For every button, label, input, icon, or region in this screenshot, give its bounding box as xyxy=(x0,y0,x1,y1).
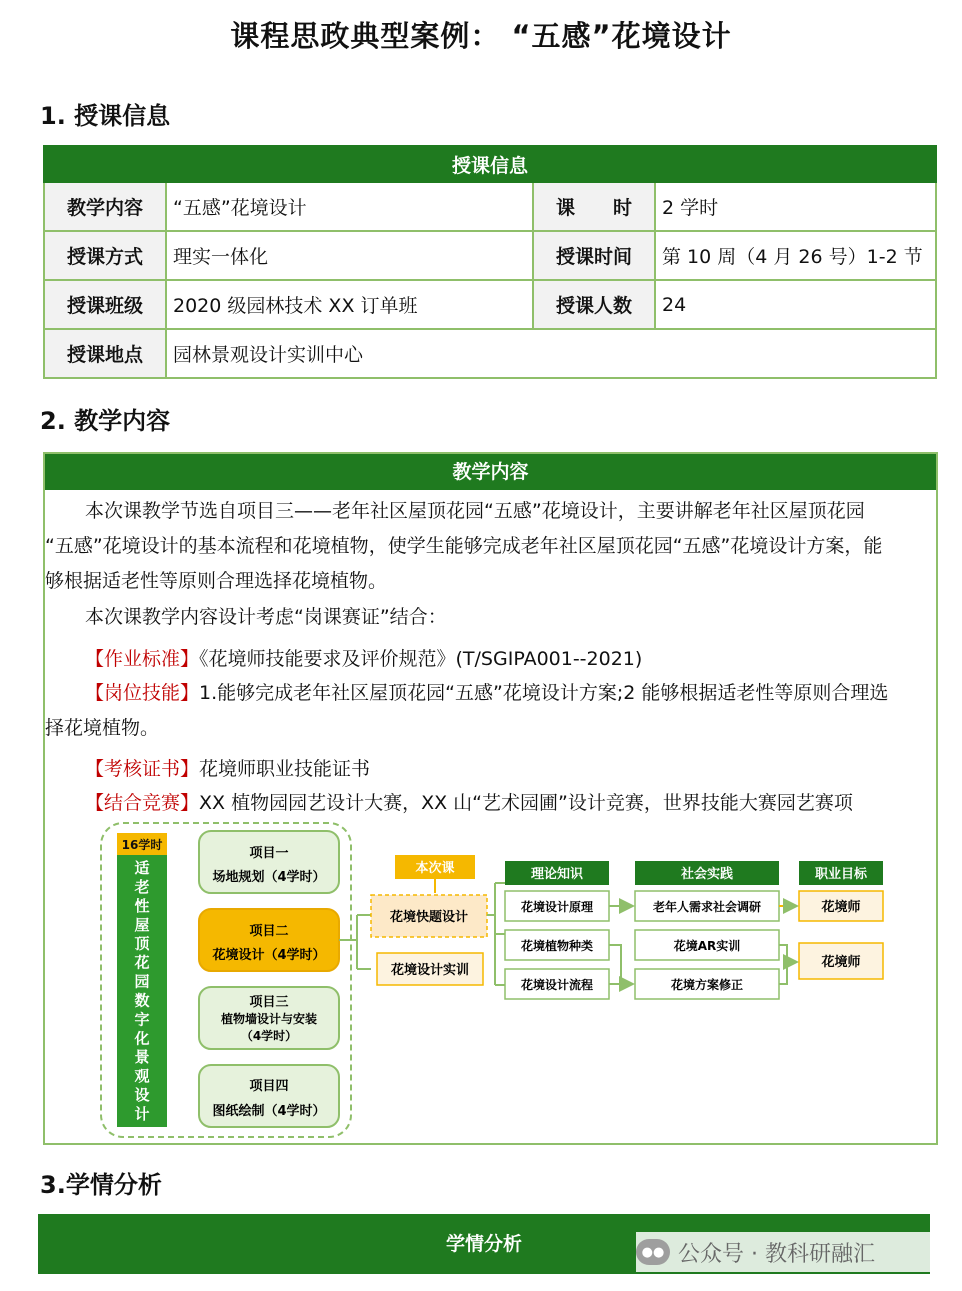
project-name: 项目三 xyxy=(249,995,289,1010)
label-cell: 课 时 xyxy=(533,182,655,231)
certificate-label: 【考核证书】 xyxy=(85,758,200,780)
table-row xyxy=(44,280,936,329)
section-heading-analysis: 3.学情分析 xyxy=(40,1171,162,1199)
vertical-title-char: 老 xyxy=(134,877,150,896)
standard-label: 【作业标准】 xyxy=(85,648,200,670)
section-heading-content: 2. 教学内容 xyxy=(40,407,171,435)
project-name: 项目四 xyxy=(249,1079,289,1094)
watermark xyxy=(636,1232,932,1272)
theory-label: 花境植物种类 xyxy=(520,939,594,953)
hours-label: 16学时 xyxy=(121,838,163,852)
job-skill-line xyxy=(45,676,936,711)
vertical-title-char: 屋 xyxy=(134,915,150,934)
project-desc: 花境设计（4学时） xyxy=(212,948,326,963)
lesson-label: 花境设计实训 xyxy=(390,963,470,978)
standard-text: 《花境师技能要求及评价规范》(T/SGIPA001--2021) xyxy=(199,648,643,670)
column-header-label: 理论知识 xyxy=(530,867,584,882)
column-header-label: 社会实践 xyxy=(680,867,734,882)
value-cell: “五感”花境设计 xyxy=(166,182,533,231)
table-title: 授课信息 xyxy=(44,146,936,182)
standard-line xyxy=(45,642,962,677)
label-cell: 授课人数 xyxy=(533,280,655,329)
practice-label: 老年人需求社会调研 xyxy=(652,900,762,914)
paragraph-line: 够根据适老性等原则合理选择花境植物。 xyxy=(45,570,388,592)
paragraph-line: 择花境植物。 xyxy=(45,717,160,739)
project-desc: 场地规划（4学时） xyxy=(212,870,326,885)
table-row xyxy=(44,329,936,378)
job-skill-label: 【岗位技能】 xyxy=(85,682,200,704)
practice-label: 花境方案修正 xyxy=(670,978,744,992)
label-cell: 授课班级 xyxy=(44,280,166,329)
label-cell: 授课时间 xyxy=(533,231,655,280)
value-cell: 第 10 周（4 月 26 号）1-2 节 xyxy=(655,231,936,280)
vertical-title-char: 设 xyxy=(134,1086,150,1105)
value-cell: 2 学时 xyxy=(655,182,936,231)
project-name: 项目二 xyxy=(249,924,289,939)
vertical-title-char: 数 xyxy=(134,991,150,1010)
current-lesson-label: 本次课 xyxy=(415,861,455,876)
page-title: 课程思政典型案例： “五感”花境设计 xyxy=(230,19,732,53)
certificate-text: 花境师职业技能证书 xyxy=(199,758,371,780)
course-info-table xyxy=(43,145,937,379)
vertical-title-char: 顶 xyxy=(134,934,150,953)
value-cell: 园林景观设计实训中心 xyxy=(166,329,936,378)
label-cell: 授课地点 xyxy=(44,329,166,378)
label-cell: 教学内容 xyxy=(44,182,166,231)
table-row xyxy=(44,182,936,231)
paragraph-line: 本次课教学节选自项目三——老年社区屋顶花园“五感”花境设计，主要讲解老年社区屋顶花园 xyxy=(85,500,865,522)
vertical-title-char: 字 xyxy=(134,1010,150,1029)
table-row xyxy=(44,231,936,280)
certificate-line xyxy=(45,752,962,787)
paragraph-line: “五感”花境设计的基本流程和花境植物，使学生能够完成老年社区屋顶花园“五感”花境设计方案，能 xyxy=(45,535,883,557)
job-skill-text: 1.能够完成老年社区屋顶花园“五感”花境设计方案;2 能够根据适老性等原则合理选 xyxy=(199,682,889,704)
vertical-title-char: 景 xyxy=(134,1048,150,1067)
project-desc: （4学时） xyxy=(240,1029,298,1043)
theory-label: 花境设计原理 xyxy=(520,900,594,914)
paragraph xyxy=(45,494,936,529)
wechat-icon: ●● xyxy=(636,1239,670,1265)
content-box-title: 教学内容 xyxy=(45,454,936,490)
vertical-title-char: 性 xyxy=(134,896,150,915)
goal-label: 花境师 xyxy=(821,955,861,970)
watermark-text: 公众号 · 教科研融汇 xyxy=(678,1241,875,1267)
analysis-box-title: 学情分析 xyxy=(38,1214,930,1274)
vertical-title-char: 计 xyxy=(134,1105,150,1123)
lesson-label: 花境快题设计 xyxy=(389,910,469,925)
goal-label: 花境师 xyxy=(821,900,861,915)
course-structure-diagram xyxy=(95,819,895,1139)
paragraph-line: 本次课教学内容设计考虑“岗课赛证”结合： xyxy=(85,606,447,628)
vertical-title-char: 花 xyxy=(134,953,150,972)
vertical-title-char: 化 xyxy=(134,1029,150,1048)
vertical-title-char: 适 xyxy=(134,859,150,877)
competition-label: 【结合竞赛】 xyxy=(85,792,200,814)
project-name: 项目一 xyxy=(249,846,289,861)
value-cell: 2020 级园林技术 XX 订单班 xyxy=(166,280,533,329)
competition-text: XX 植物园园艺设计大赛，XX 山“艺术园圃”设计竞赛，世界技能大赛园艺赛项 xyxy=(199,792,853,814)
practice-label: 花境AR实训 xyxy=(673,939,741,953)
vertical-title-char: 观 xyxy=(134,1067,150,1086)
project-desc: 图纸绘制（4学时） xyxy=(212,1104,326,1119)
column-header-label: 职业目标 xyxy=(814,867,868,882)
theory-label: 花境设计流程 xyxy=(520,978,594,992)
value-cell: 理实一体化 xyxy=(166,231,533,280)
vertical-course-title xyxy=(133,859,150,1123)
competition-line xyxy=(45,786,936,821)
project-desc: 植物墙设计与安装 xyxy=(220,1012,318,1026)
content-box xyxy=(43,452,938,1145)
value-cell: 24 xyxy=(655,280,936,329)
section-heading-info: 1. 授课信息 xyxy=(40,102,171,130)
label-cell: 授课方式 xyxy=(44,231,166,280)
vertical-title-char: 园 xyxy=(134,972,150,991)
